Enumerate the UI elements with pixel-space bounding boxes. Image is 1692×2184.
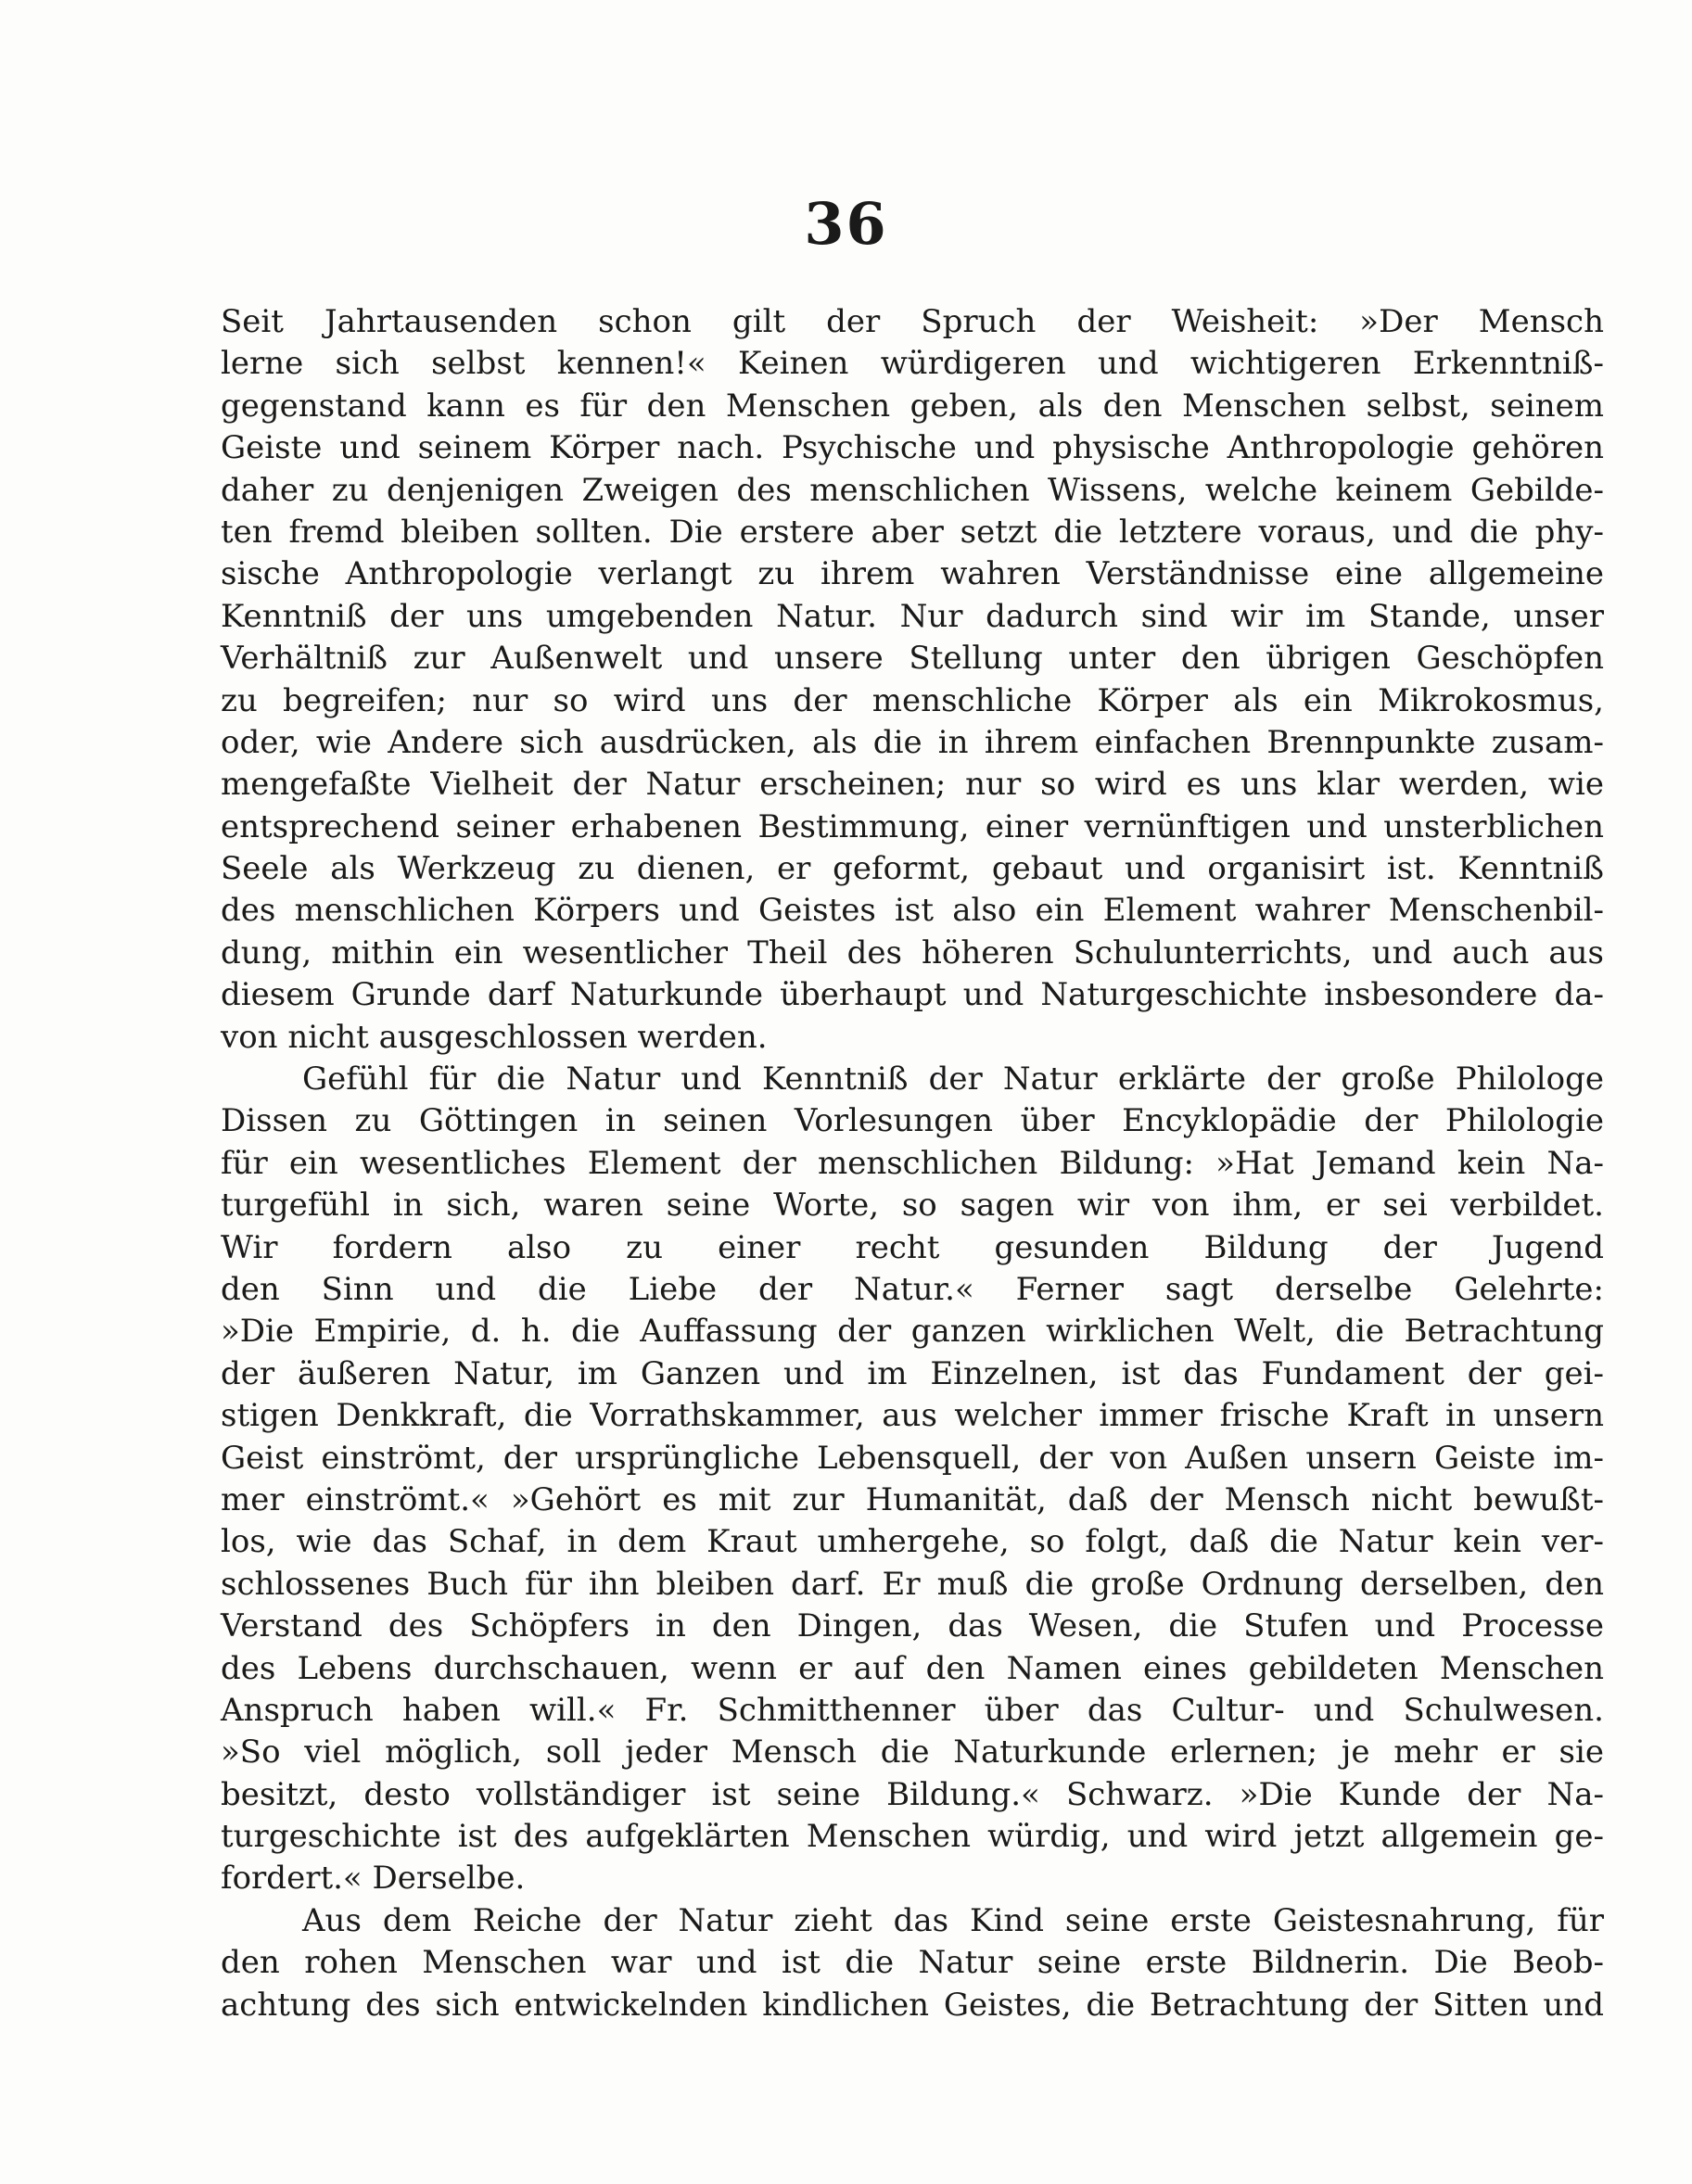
text-line: Dissen zu Göttingen in seinen Vorlesungen über Encyklopädie der Philologie bbox=[221, 1102, 1604, 1140]
text-line: Verhältniß zur Außenwelt und unsere Stellung unter den übrigen Geschöpfen bbox=[221, 640, 1604, 678]
paragraph-end-line: fordert.« Derselbe. bbox=[221, 1860, 526, 1898]
paragraph-start-line: Gefühl für die Natur und Kenntniß der Natur erklärte der große Philologe bbox=[302, 1060, 1604, 1098]
text-line: den rohen Menschen war und ist die Natur seine erste Bildnerin. Die Beob- bbox=[221, 1944, 1604, 1982]
text-line: Wir fordern also zu einer recht gesunden Bildung der Jugend bbox=[221, 1228, 1604, 1266]
text-line: ten fremd bleiben sollten. Die erstere aber setzt die letztere voraus, und die phy- bbox=[221, 513, 1604, 551]
paragraph-start-line: Aus dem Reiche der Natur zieht das Kind seine erste Geistesnahrung, für bbox=[302, 1901, 1604, 1939]
text-line: Seit Jahrtausenden schon gilt der Spruch der Weisheit: »Der Mensch bbox=[221, 303, 1604, 340]
text-line: Verstand des Schöpfers in den Dingen, das Wesen, die Stufen und Processe bbox=[221, 1607, 1604, 1645]
text-line: mengefaßte Vielheit der Natur erscheinen; nur so wird es uns klar werden, wie bbox=[221, 766, 1604, 804]
text-line: mer einströmt.« »Gehört es mit zur Humanität, daß der Mensch nicht bewußt- bbox=[221, 1480, 1604, 1518]
text-line: des Lebens durchschauen, wenn er auf den Namen eines gebildeten Menschen bbox=[221, 1649, 1604, 1687]
text-line: der äußeren Natur, im Ganzen und im Einzelnen, ist das Fundament der gei- bbox=[221, 1354, 1604, 1392]
text-line: daher zu denjenigen Zweigen des menschlichen Wissens, welche keinem Gebilde- bbox=[221, 471, 1604, 509]
text-line: »Die Empirie, d. h. die Auffassung der ganzen wirklichen Welt, die Betrachtung bbox=[221, 1313, 1604, 1351]
text-line: den Sinn und die Liebe der Natur.« Ferner sagt derselbe Gelehrte: bbox=[221, 1270, 1604, 1308]
text-line: des menschlichen Körpers und Geistes ist also ein Element wahrer Menschenbil- bbox=[221, 892, 1604, 930]
text-line: Geist einströmt, der ursprüngliche Lebensquell, der von Außen unsern Geiste im- bbox=[221, 1439, 1604, 1477]
text-line: diesem Grunde darf Naturkunde überhaupt und Naturgeschichte insbesondere da- bbox=[221, 976, 1604, 1014]
text-line: Geiste und seinem Körper nach. Psychische und physische Anthropologie gehören bbox=[221, 429, 1604, 467]
text-line: oder, wie Andere sich ausdrücken, als die in ihrem einfachen Brennpunkte zusam- bbox=[221, 723, 1604, 761]
text-line: stigen Denkkraft, die Vorrathskammer, aus welcher immer frische Kraft in unsern bbox=[221, 1397, 1604, 1435]
body-text bbox=[221, 301, 1604, 2026]
text-line: Seele als Werkzeug zu dienen, er geformt, gebaut und organisirt ist. Kenntniß bbox=[221, 850, 1604, 888]
paragraph-end-line: von nicht ausgeschlossen werden. bbox=[221, 1018, 768, 1056]
page-number: 36 bbox=[804, 190, 888, 258]
text-line: entsprechend seiner erhabenen Bestimmung, einer vernünftigen und unsterblichen bbox=[221, 807, 1604, 845]
text-line: Anspruch haben will.« Fr. Schmitthenner über das Cultur- und Schulwesen. bbox=[221, 1691, 1604, 1729]
text-line: lerne sich selbst kennen!« Keinen würdigeren und wichtigeren Erkenntniß- bbox=[221, 345, 1604, 383]
text-line: »So viel möglich, soll jeder Mensch die Naturkunde erlernen; je mehr er sie bbox=[221, 1733, 1604, 1771]
text-line: sische Anthropologie verlangt zu ihrem wahren Verständnisse eine allgemeine bbox=[221, 555, 1604, 593]
text-line: turgefühl in sich, waren seine Worte, so sagen wir von ihm, er sei verbildet. bbox=[221, 1187, 1604, 1225]
text-line: schlossenes Buch für ihn bleiben darf. Er muß die große Ordnung derselben, den bbox=[221, 1565, 1604, 1603]
text-line: dung, mithin ein wesentlicher Theil des höheren Schulunterrichts, und auch aus bbox=[221, 933, 1604, 971]
text-line: gegenstand kann es für den Menschen geben, als den Menschen selbst, seinem bbox=[221, 387, 1604, 425]
text-line: achtung des sich entwickelnden kindlichen Geistes, die Betrachtung der Sitten und bbox=[221, 1986, 1604, 2024]
text-line: Kenntniß der uns umgebenden Natur. Nur dadurch sind wir im Stande, unser bbox=[221, 597, 1604, 635]
text-line: für ein wesentliches Element der menschlichen Bildung: »Hat Jemand kein Na- bbox=[221, 1144, 1604, 1182]
text-line: los, wie das Schaf, in dem Kraut umhergehe, so folgt, daß die Natur kein ver- bbox=[221, 1523, 1604, 1561]
text-line: besitzt, desto vollständiger ist seine Bildung.« Schwarz. »Die Kunde der Na- bbox=[221, 1775, 1604, 1813]
text-line: zu begreifen; nur so wird uns der menschliche Körper als ein Mikrokosmus, bbox=[221, 681, 1604, 719]
text-line: turgeschichte ist des aufgeklärten Menschen würdig, und wird jetzt allgemein ge- bbox=[221, 1818, 1604, 1856]
